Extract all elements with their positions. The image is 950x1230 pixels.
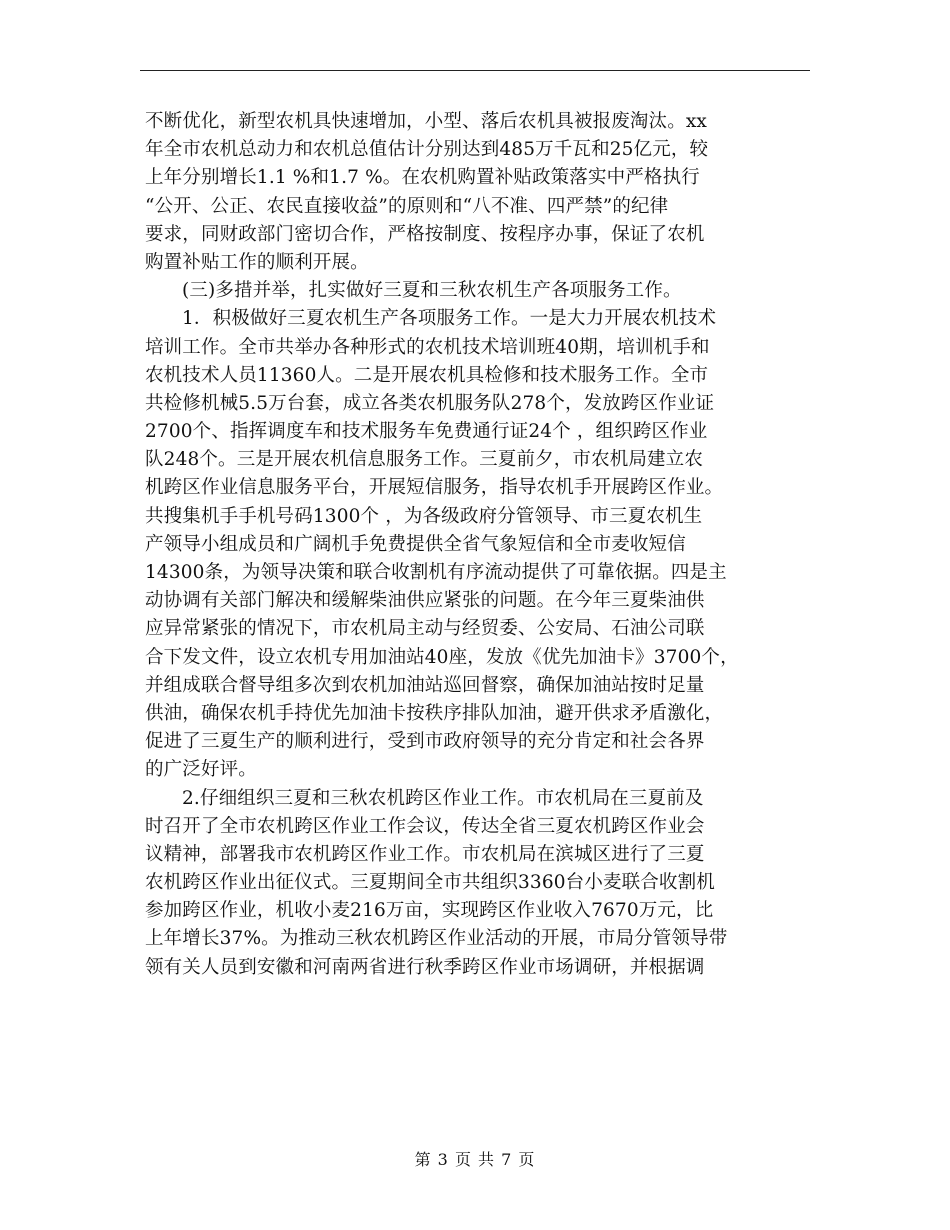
text-line: 农机跨区作业出征仪式。三夏期间全市共组织3360台小麦联合收割机 (145, 872, 715, 894)
text-line: 共搜集机手手机号码1300个 ，为各级政府分管领导、市三夏农机生 (145, 505, 703, 527)
text-line: 动协调有关部门解决和缓解柴油供应紧张的问题。在今年三夏柴油供 (145, 590, 705, 612)
text-line: 并组成联合督导组多次到农机加油站巡回督察，确保加油站按时足量 (145, 674, 705, 696)
text-line: 时召开了全市农机跨区作业工作会议，传达全省三夏农机跨区作业会 (145, 815, 705, 837)
header-rule (140, 70, 810, 71)
text-line: 领有关人员到安徽和河南两省进行秋季跨区作业市场调研，并根据调 (145, 956, 705, 978)
text-line: 参加跨区作业，机收小麦216万亩，实现跨区作业收入7670万元，比 (145, 900, 714, 922)
text-line: 14300条，为领导决策和联合收割机有序流动提供了可靠依据。四是主 (145, 562, 727, 583)
text-line: 上年增长37%。为推动三秋农机跨区作业活动的开展，市局分管领导带 (145, 928, 728, 950)
text-line: (三)多措并举，扎实做好三夏和三秋农机生产各项服务工作。 (182, 280, 682, 302)
text-line: 合下发文件，设立农机专用加油站40座，发放《优先加油卡》3700个， (145, 646, 739, 668)
body-text (145, 108, 813, 982)
text-line: 2700个、指挥调度车和技术服务车免费通行证24个 ，组织跨区作业 (145, 421, 708, 443)
page-footer: 第 3 页 共 7 页 (414, 1150, 536, 1169)
text-line: 购置补贴工作的顺利开展。 (145, 251, 369, 273)
text-line: 培训工作。全市共举办各种形式的农机技术培训班40期，培训机手和 (145, 336, 710, 358)
text-line: 应异常紧张的情况下，市农机局主动与经贸委、公安局、石油公司联 (145, 618, 705, 640)
text-line: 队248个。三是开展农机信息服务工作。三夏前夕，市农机局建立农 (145, 449, 703, 471)
text-line: 农机技术人员11360人。二是开展农机具检修和技术服务工作。全市 (145, 364, 709, 386)
text-line: “公开、公正、农民直接收益”的原则和“八不准、四严禁”的纪律 (145, 195, 669, 217)
text-line: 供油，确保农机手持优先加油卡按秩序排队加油，避开供求矛盾激化， (145, 702, 724, 724)
text-line: 要求，同财政部门密切合作，严格按制度、按程序办事，保证了农机 (145, 223, 705, 245)
text-line: 促进了三夏生产的顺利进行，受到市政府领导的充分肯定和社会各界 (145, 731, 705, 753)
text-line: 产领导小组成员和广阔机手免费提供全省气象短信和全市麦收短信 (145, 533, 686, 555)
text-line: 机跨区作业信息服务平台，开展短信服务，指导农机手开展跨区作业。 (145, 477, 724, 499)
text-line: 议精神，部署我市农机跨区作业工作。市农机局在滨城区进行了三夏 (145, 843, 705, 865)
text-line: 1．积极做好三夏农机生产各项服务工作。一是大力开展农机技术 (182, 308, 717, 330)
text-line: 不断优化，新型农机具快速增加，小型、落后农机具被报废淘汰。xx (145, 111, 708, 132)
text-line: 的广泛好评。 (145, 759, 257, 781)
text-line: 上年分别增长1.1 %和1.7 %。在农机购置补贴政策落实中严格执行 (145, 167, 700, 189)
text-line: 共检修机械5.5万台套，成立各类农机服务队278个，发放跨区作业证 (145, 392, 715, 414)
text-line: 2.仔细组织三夏和三秋农机跨区作业工作。市农机局在三夏前及 (182, 787, 704, 809)
text-line: 年全市农机总动力和农机总值估计分别达到485万千瓦和25亿元，较 (145, 139, 709, 161)
